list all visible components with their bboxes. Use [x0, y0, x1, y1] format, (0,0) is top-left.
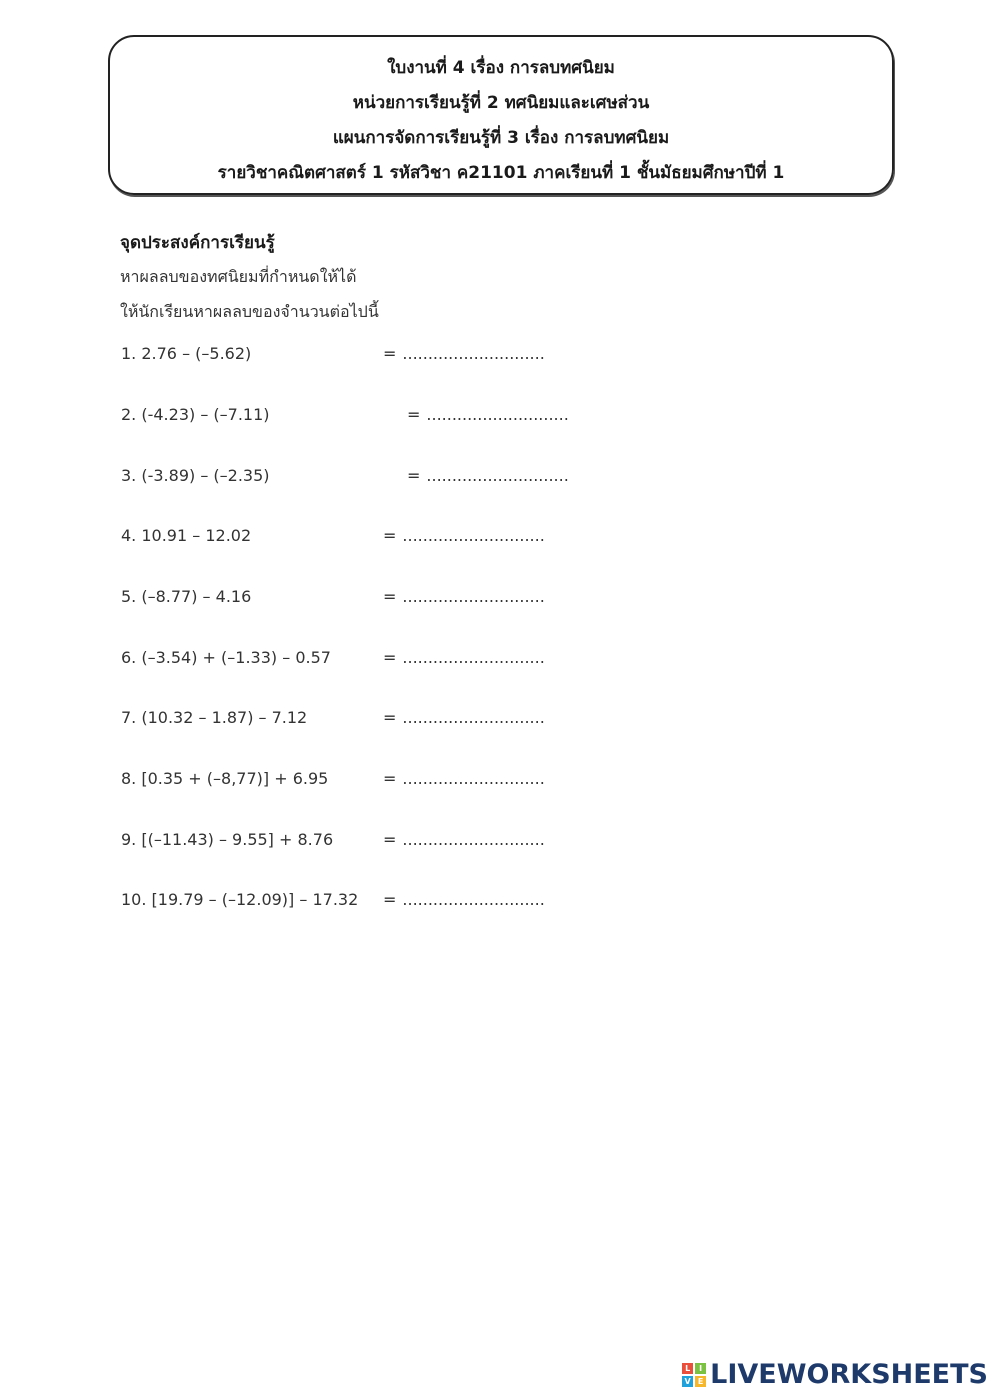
problem-expression: 8. [0.35 + (–8,77)] + 6.95 — [121, 769, 329, 788]
problem-1 — [121, 343, 721, 365]
problem-3 — [121, 465, 721, 487]
equals-sign: = — [407, 466, 421, 485]
answer-dots: ............................ — [402, 769, 545, 788]
equals-sign: = — [383, 344, 397, 363]
logo-letter-e: E — [695, 1376, 706, 1387]
problem-expression: 2. (-4.23) – (–7.11) — [121, 405, 270, 424]
problem-9 — [121, 829, 721, 851]
answer-dots: ............................ — [402, 830, 545, 849]
equals-sign: = — [383, 890, 397, 909]
problem-2 — [121, 404, 721, 426]
answer-blank[interactable] — [383, 647, 545, 669]
answer-dots: ............................ — [402, 648, 545, 667]
equals-sign: = — [383, 587, 397, 606]
answer-dots: ............................ — [402, 708, 545, 727]
answer-blank[interactable] — [407, 465, 569, 487]
objective-text: หาผลลบของทศนิยมที่กำหนดให้ได้ — [120, 267, 357, 286]
answer-dots: ............................ — [402, 890, 545, 909]
logo-letter-l: L — [682, 1363, 693, 1374]
answer-dots: ............................ — [426, 405, 569, 424]
worksheet-header-box — [108, 35, 894, 195]
problem-6 — [121, 647, 721, 669]
answer-blank[interactable] — [383, 343, 545, 365]
problem-expression: 6. (–3.54) + (–1.33) – 0.57 — [121, 648, 331, 667]
answer-dots: ............................ — [426, 466, 569, 485]
problem-expression: 7. (10.32 – 1.87) – 7.12 — [121, 708, 308, 727]
problem-7 — [121, 707, 721, 729]
problem-4 — [121, 525, 721, 547]
problem-expression: 3. (-3.89) – (–2.35) — [121, 466, 270, 485]
answer-dots: ............................ — [402, 587, 545, 606]
problem-expression: 5. (–8.77) – 4.16 — [121, 587, 252, 606]
course-info: รายวิชาคณิตศาสตร์ 1 รหัสวิชา ค21101 ภาคเรียนที่ 1 ชั้นมัธยมศึกษาปีที่ 1 — [217, 163, 785, 183]
answer-blank[interactable] — [383, 525, 545, 547]
liveworksheets-logo — [682, 1359, 988, 1390]
problem-expression: 10. [19.79 – (–12.09)] – 17.32 — [121, 890, 359, 909]
equals-sign: = — [383, 648, 397, 667]
answer-blank[interactable] — [383, 829, 545, 851]
problem-5 — [121, 586, 721, 608]
problem-8 — [121, 768, 721, 790]
worksheet-title: ใบงานที่ 4 เรื่อง การลบทศนิยม — [387, 58, 615, 78]
problem-expression: 9. [(–11.43) – 9.55] + 8.76 — [121, 830, 334, 849]
answer-dots: ............................ — [402, 526, 545, 545]
answer-blank[interactable] — [383, 768, 545, 790]
problem-expression: 1. 2.76 – (–5.62) — [121, 344, 252, 363]
equals-sign: = — [383, 526, 397, 545]
objective-title: จุดประสงค์การเรียนรู้ — [120, 233, 275, 253]
answer-blank[interactable] — [383, 707, 545, 729]
answer-blank[interactable] — [407, 404, 569, 426]
lesson-plan: แผนการจัดการเรียนรู้ที่ 3 เรื่อง การลบทศนิยม — [332, 128, 670, 148]
equals-sign: = — [383, 769, 397, 788]
learning-unit: หน่วยการเรียนรู้ที่ 2 ทศนิยมและเศษส่วน — [352, 93, 650, 113]
answer-blank[interactable] — [383, 586, 545, 608]
logo-letter-v: V — [682, 1376, 693, 1387]
equals-sign: = — [407, 405, 421, 424]
answer-blank[interactable] — [383, 889, 545, 911]
instruction-text: ให้นักเรียนหาผลลบของจำนวนต่อไปนี้ — [120, 302, 379, 321]
live-logo-icon — [682, 1363, 706, 1387]
logo-letter-i: I — [695, 1363, 706, 1374]
equals-sign: = — [383, 708, 397, 727]
equals-sign: = — [383, 830, 397, 849]
problem-expression: 4. 10.91 – 12.02 — [121, 526, 252, 545]
logo-wordmark: LIVEWORKSHEETS — [710, 1359, 988, 1390]
problem-10 — [121, 889, 721, 911]
answer-dots: ............................ — [402, 344, 545, 363]
